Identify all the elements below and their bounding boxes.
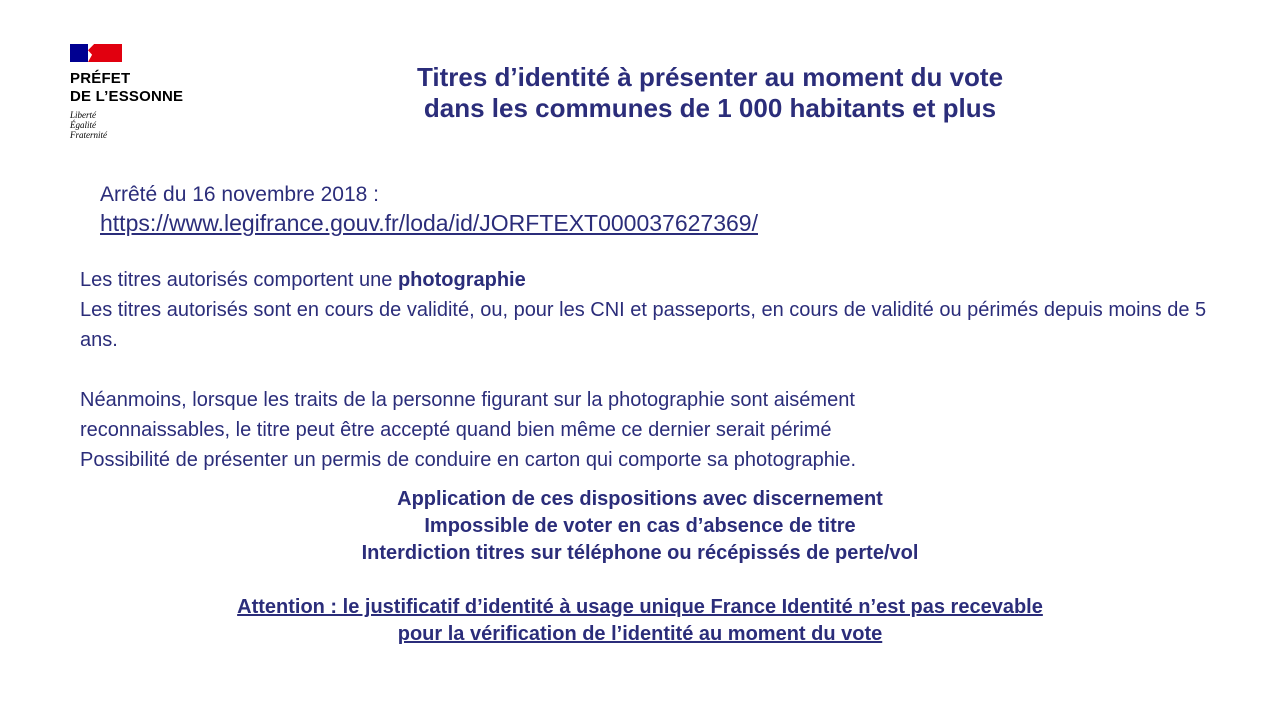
- marianne-flag-icon: [70, 44, 122, 62]
- photo-requirement: [80, 265, 1210, 295]
- nevertheless-line-1: Néanmoins, lorsque les traits de la personne figurant sur la photographie sont aisément: [80, 389, 855, 411]
- photo-prefix: Les titres autorisés comportent une: [80, 269, 398, 291]
- decree-reference: [100, 180, 758, 239]
- page-title: [340, 62, 1080, 124]
- logo-line-1: PRÉFET: [70, 70, 131, 87]
- rule-discernment: Application de ces dispositions avec discernement: [397, 488, 883, 510]
- validity-text: Les titres autorisés sont en cours de validité, ou, pour les CNI et passeports, en cours de validité ou périmés depuis moins de 5 ans.: [80, 299, 1207, 351]
- motto-egalite: Égalité: [70, 120, 96, 130]
- photo-bold: photographie: [397, 269, 526, 291]
- license-text: Possibilité de présenter un permis de conduire en carton qui comporte sa photographie.: [80, 449, 857, 471]
- attention-line-2: pour la vérification de l’identité au moment du vote: [397, 623, 883, 645]
- decree-label: Arrêté du 16 novembre 2018 :: [100, 183, 380, 206]
- title-line-1: Titres d’identité à présenter au moment du vote: [416, 62, 1004, 92]
- rule-no-title: Impossible de voter en cas d’absence de titre: [424, 515, 856, 537]
- motto: [70, 110, 220, 140]
- rules-block: [140, 486, 1140, 567]
- title-line-2: dans les communes de 1 000 habitants et plus: [423, 93, 997, 123]
- body-text: [80, 265, 1210, 475]
- nevertheless-line-2: reconnaissables, le titre peut être accepté quand bien même ce dernier serait périmé: [80, 419, 832, 441]
- motto-liberte: Liberté: [70, 110, 96, 120]
- attention-line-1: Attention : le justificatif d’identité à usage unique France Identité n’est pas recevable: [237, 596, 1043, 618]
- legifrance-link[interactable]: https://www.legifrance.gouv.fr/loda/id/JORFTEXT000037627369/: [100, 210, 758, 236]
- logo-line-2: DE L’ESSONNE: [70, 88, 184, 105]
- rule-no-phone: Interdiction titres sur téléphone ou récépissés de perte/vol: [361, 542, 919, 564]
- motto-fraternite: Fraternité: [70, 130, 107, 140]
- attention-notice: [140, 594, 1140, 648]
- prefecture-logo: [70, 44, 220, 140]
